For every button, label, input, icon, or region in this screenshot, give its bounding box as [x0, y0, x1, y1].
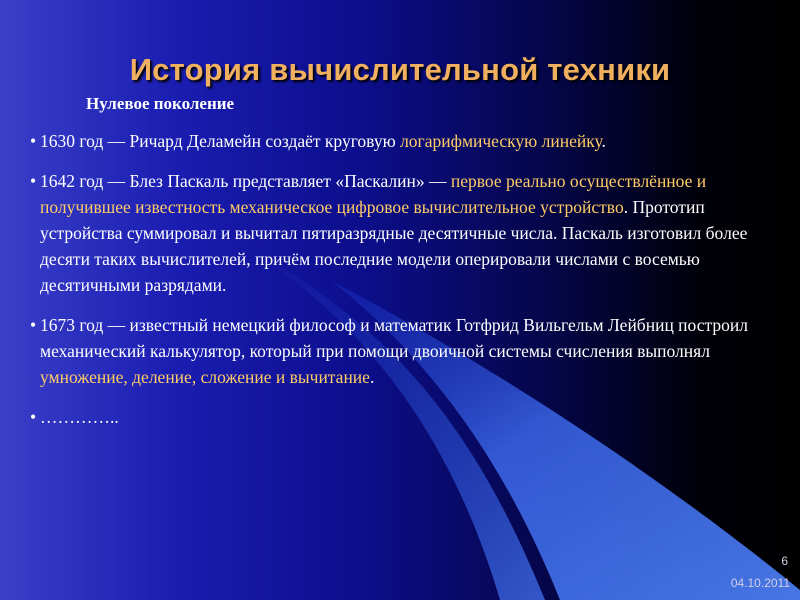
- bullet-text-end: .: [369, 367, 375, 387]
- bullet-list: [30, 128, 775, 444]
- bullet-highlight: умножение, деление, сложение и вычитание: [40, 367, 370, 387]
- bullet-item-1630: [30, 128, 775, 154]
- bullet-highlight: первое реально осуществлённое и получившее известность механическое цифровое вычислительное устройство: [40, 171, 707, 217]
- bullet-dot-icon: •: [30, 171, 37, 191]
- slide-date: 04.10.2011: [730, 576, 790, 590]
- slide-subtitle: Нулевое поколение: [86, 94, 235, 113]
- bullet-text: 1673 год — известный немецкий философ и математик Готфрид Вильгельм Лейбниц построил механический калькулятор, который при помощи двоичной системы счисления выполнял: [40, 315, 748, 361]
- bullet-item-1673: [30, 312, 775, 390]
- bullet-text: …………..: [40, 407, 119, 427]
- bullet-item-ellipsis: [30, 404, 775, 430]
- slide-title: История вычислительной техники: [129, 52, 671, 87]
- bullet-item-1642: [30, 168, 775, 298]
- bullet-dot-icon: •: [30, 131, 37, 151]
- bullet-text-end: . Прототип устройства суммировал и вычитал пятиразрядные десятичные числа. Паскаль изготовил более десяти таких вычислителей, причём последние модели оперировали числами с восемью десятичными разрядами.: [40, 197, 748, 295]
- bullet-dot-icon: •: [30, 315, 37, 335]
- bullet-text: 1642 год — Блез Паскаль представляет «Паскалин» —: [40, 171, 451, 191]
- bullet-dot-icon: •: [30, 407, 37, 427]
- bullet-highlight: логарифмическую линейку: [400, 131, 602, 151]
- slide-number: 6: [781, 554, 788, 568]
- bullet-text: 1630 год — Ричард Деламейн создаёт круговую: [40, 131, 401, 151]
- bullet-text-end: .: [601, 131, 606, 151]
